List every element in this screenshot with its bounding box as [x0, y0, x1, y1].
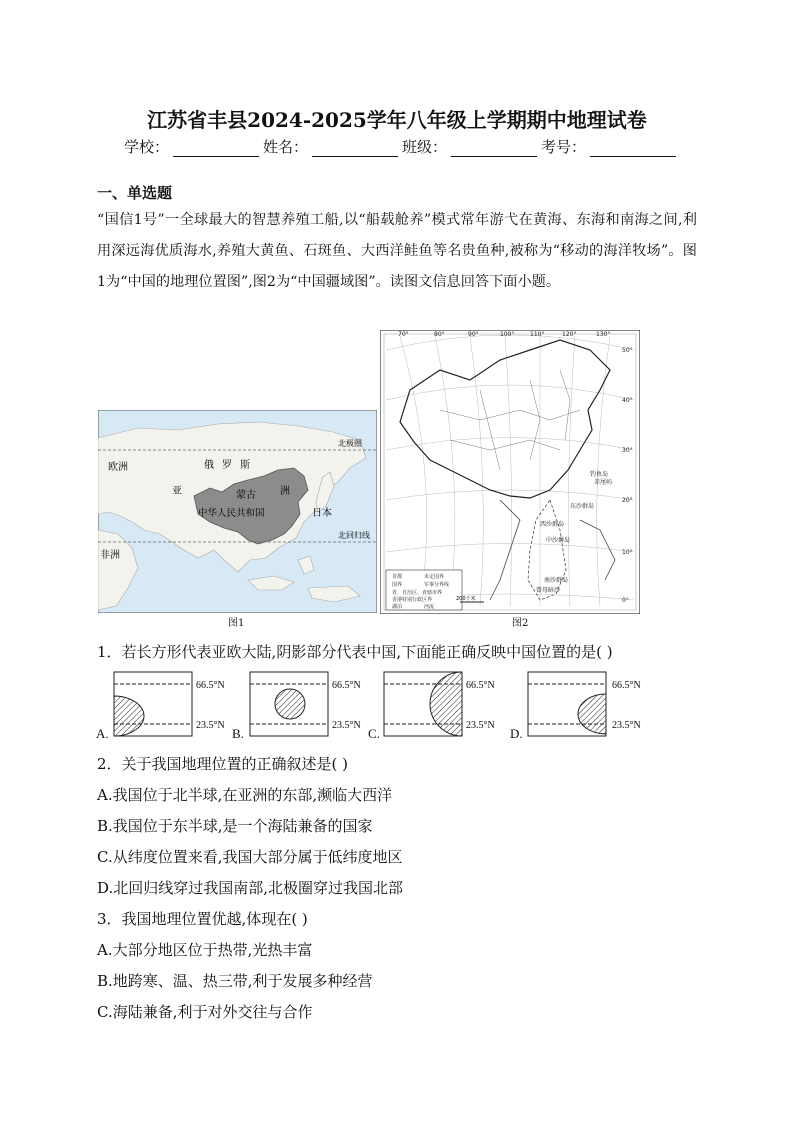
choice-c-label: C.	[368, 726, 380, 741]
question-3-option-c[interactable]: C.海陆兼备,利于对外交往与合作	[97, 1003, 313, 1021]
fig2-lat-10: 10°	[622, 549, 633, 556]
student-info-row	[124, 136, 680, 157]
fig1-mongolia-label: 蒙古	[236, 490, 256, 501]
fig2-lon-80: 80°	[434, 331, 445, 338]
exam-title: 江苏省丰县2024-2025学年八年级上学期期中地理试卷	[147, 108, 647, 132]
fig2-legend-3: 军事分界线	[424, 582, 450, 588]
choice-d-diagram	[510, 672, 641, 741]
choice-d-label: D.	[510, 726, 523, 741]
fig2-lon-110: 110°	[530, 331, 545, 338]
school-label: 学校：	[124, 138, 170, 156]
exam-number-blank[interactable]	[590, 142, 676, 157]
material-paragraph: “国信1号”一全球最大的智慧养殖工船,以“船载舱养”模式常年游弋在黄海、东海和南海之间,利用深远海优质海水,养殖大黄鱼、石斑鱼、大西洋鲑鱼等名贵鱼种,被称为“移动的海洋牧场”。图1为“中国的地理位置图”,图2为“中国疆域图”。读图文信息回答下面小题。	[97, 212, 697, 290]
question-3-option-b[interactable]: B.地跨寒、温、热三带,利于发展多种经营	[97, 972, 373, 990]
choice-b-label: B.	[232, 726, 244, 741]
exam-number-label: 考号：	[541, 138, 587, 156]
fig2-lat-50: 50°	[622, 347, 633, 354]
fig1-china-label: 中华人民共和国	[198, 508, 265, 519]
fig2-zhongsha-label: 中沙群岛	[546, 537, 571, 544]
fig2-lon-90: 90°	[468, 331, 479, 338]
fig2-dongsha-label: 东沙群岛	[570, 503, 595, 510]
fig2-diaoyu-label: 钓鱼岛	[590, 471, 609, 478]
question-1-choice-diagrams	[96, 670, 656, 742]
choice-c-lat-bottom: 23.5°N	[466, 720, 495, 731]
choice-ab-lat-bottom: 23.5°N	[332, 720, 361, 731]
section-title: 一、单选题	[97, 184, 173, 202]
fig2-legend-2: 国界	[392, 582, 403, 588]
question-2-stem: 2．关于我国地理位置的正确叙述是( )	[97, 755, 349, 773]
fig2-chiwei-label: 赤尾屿	[594, 479, 613, 486]
fig2-legend-5: 香港特别行政区界	[392, 597, 433, 603]
fig2-legend-0: 首都	[392, 574, 403, 580]
fig2-lat-0: 0°	[622, 597, 629, 604]
fig2-zengmu-label: 曾母暗沙	[536, 587, 561, 594]
fig2-lat-30: 30°	[622, 447, 633, 454]
fig2-legend-7: 河流	[424, 604, 435, 610]
choice-a-lat-bottom: 23.5°N	[196, 720, 225, 731]
question-1-stem: 1．若长方形代表亚欧大陆,阴影部分代表中国,下面能正确反映中国位置的是( )	[97, 643, 613, 661]
choice-d-lat-top: 66.5°N	[612, 680, 641, 691]
class-blank[interactable]	[451, 142, 537, 157]
fig1-africa-label: 非洲	[100, 550, 120, 561]
name-label: 姓名：	[263, 138, 309, 156]
fig1-europe-label-1: 欧洲	[108, 462, 128, 473]
fig1-tropic-label: 北回归线	[338, 531, 370, 540]
question-2-option-c[interactable]: C.从纬度位置来看,我国大部分属于低纬度地区	[97, 848, 403, 866]
figure1-location-map	[98, 410, 377, 613]
choice-c-diagram	[368, 672, 495, 741]
fig2-legend-4: 省、自治区、直辖市界	[392, 590, 443, 596]
question-3-option-a[interactable]: A.大部分地区位于热带,光热丰富	[97, 941, 313, 959]
choice-d-lat-bottom: 23.5°N	[612, 720, 641, 731]
question-2-option-a[interactable]: A.我国位于北半球,在亚洲的东部,濒临大西洋	[97, 786, 393, 804]
choice-a-diagram	[96, 672, 192, 741]
fig2-legend-1: 未定国界	[424, 574, 445, 580]
question-2-option-b[interactable]: B.我国位于东半球,是一个海陆兼备的国家	[97, 817, 373, 835]
fig2-scale-label: 200千米	[456, 596, 476, 602]
fig1-japan-label: 日本	[312, 508, 332, 519]
fig2-legend-6: 湖泊	[392, 604, 403, 610]
fig2-lon-120: 120°	[562, 331, 577, 338]
fig1-zhou-label: 洲	[280, 486, 290, 497]
fig1-arctic-circle-label: 北极圈	[338, 439, 362, 448]
fig2-legend	[386, 570, 462, 610]
class-label: 班级：	[402, 138, 448, 156]
choice-ab-lat-top: 66.5°N	[332, 680, 361, 691]
fig2-lon-70: 70°	[398, 331, 409, 338]
fig2-lon-130: 130°	[596, 331, 611, 338]
fig2-lat-40: 40°	[622, 397, 633, 404]
figure1-caption: 图1	[228, 618, 245, 629]
fig2-xisha-label: 西沙群岛	[540, 521, 565, 528]
choice-a-label: A.	[96, 726, 109, 741]
name-blank[interactable]	[312, 142, 398, 157]
choice-b-diagram	[232, 672, 361, 741]
school-blank[interactable]	[173, 142, 259, 157]
fig2-nansha-label: 南沙群岛	[544, 577, 569, 584]
figure2-caption: 图2	[512, 618, 529, 629]
fig2-lat-20: 20°	[622, 497, 633, 504]
choice-c-lat-top: 66.5°N	[466, 680, 495, 691]
fig1-russia-label: 俄罗斯	[204, 460, 258, 471]
figure2-territory-map	[380, 330, 640, 614]
fig2-lon-100: 100°	[500, 331, 515, 338]
fig1-asia-label: 亚	[172, 486, 182, 497]
question-3-stem: 3．我国地理位置优越,体现在( )	[97, 910, 308, 928]
question-2-option-d[interactable]: D.北回归线穿过我国南部,北极圈穿过我国北部	[97, 879, 404, 897]
choice-a-lat-top: 66.5°N	[196, 680, 225, 691]
